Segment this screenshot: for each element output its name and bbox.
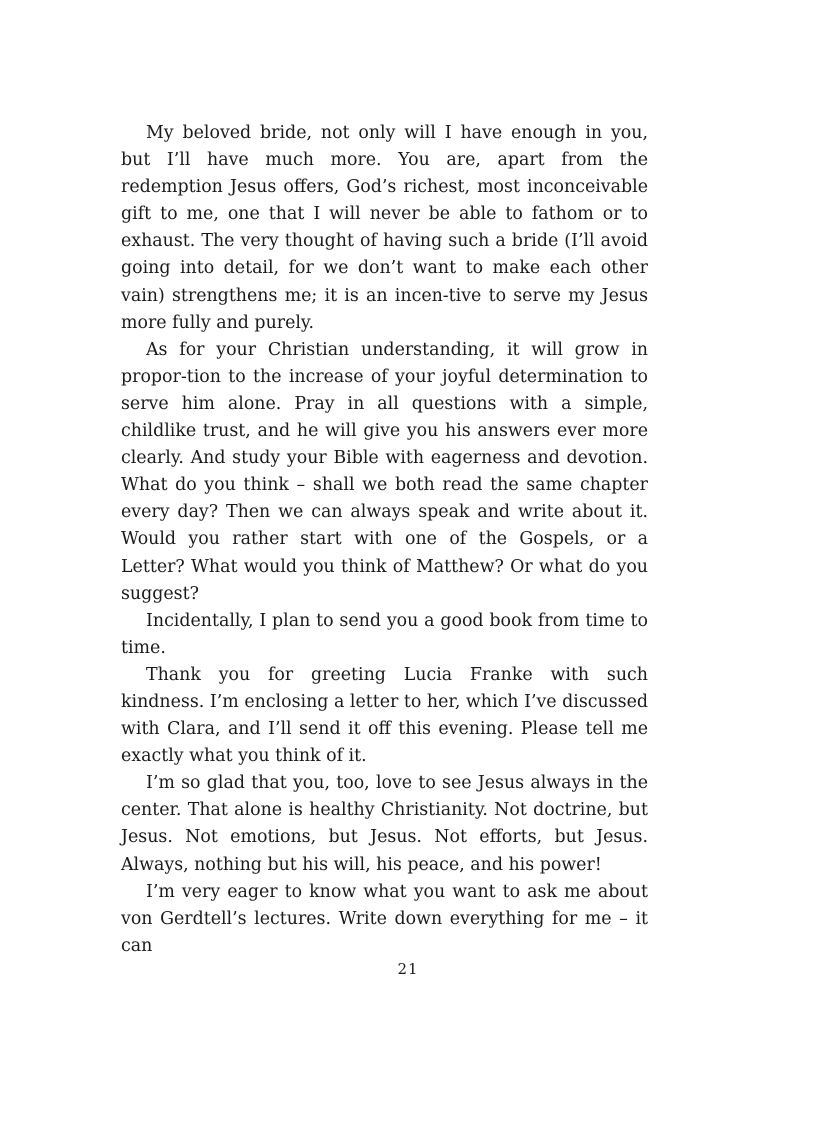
paragraph-good-book: Incidentally, I plan to send you a good book from time to time.	[121, 610, 648, 658]
paragraph-beloved-bride: My beloved bride, not only will I have enough in you, but I’ll have much more. You are, apart from the redemption Jesus offers, God’s richest, most inconceivable gift to me, one that I will never be able to fathom or to exhaust. The very thought of having such a bride (I’ll avoid going into detail, for we don’t want to make each other vain) strengthens me; it is an incen-tive to serve my Jesus more fully and purely.	[121, 123, 648, 333]
paragraph-lucia-franke: Thank you for greeting Lucia Franke with such kindness. I’m enclosing a letter to her, which I’ve discussed with Clara, and I’ll send it off this evening. Please tell me exactly what you think of it.	[121, 664, 648, 767]
body-text	[121, 120, 648, 960]
paragraph-gerdtell-lectures: I’m very eager to know what you want to ask me about von Gerdtell’s lectures. Write down everything for me – it can	[121, 881, 648, 956]
paragraph-christian-understanding: As for your Christian understanding, it will grow in propor-tion to the increase of your joyful determination to serve him alone. Pray in all questions with a simple, childlike trust, and he will give you his answers ever more clearly. And study your Bible with eagerness and devotion. What do you think – shall we both read the same chapter every day? Then we can always speak and write about it. Would you rather start with one of the Gospels, or a Letter? What would you think of Matthew? Or what do you suggest?	[121, 339, 648, 604]
page-number: 21	[397, 960, 419, 978]
paragraph-jesus-center: I’m so glad that you, too, love to see Jesus always in the center. That alone is healthy Christianity. Not doctrine, but Jesus. Not emotions, but Jesus. Not efforts, but Jesus. Always, nothing but his will, his peace, and his power!	[121, 773, 648, 875]
